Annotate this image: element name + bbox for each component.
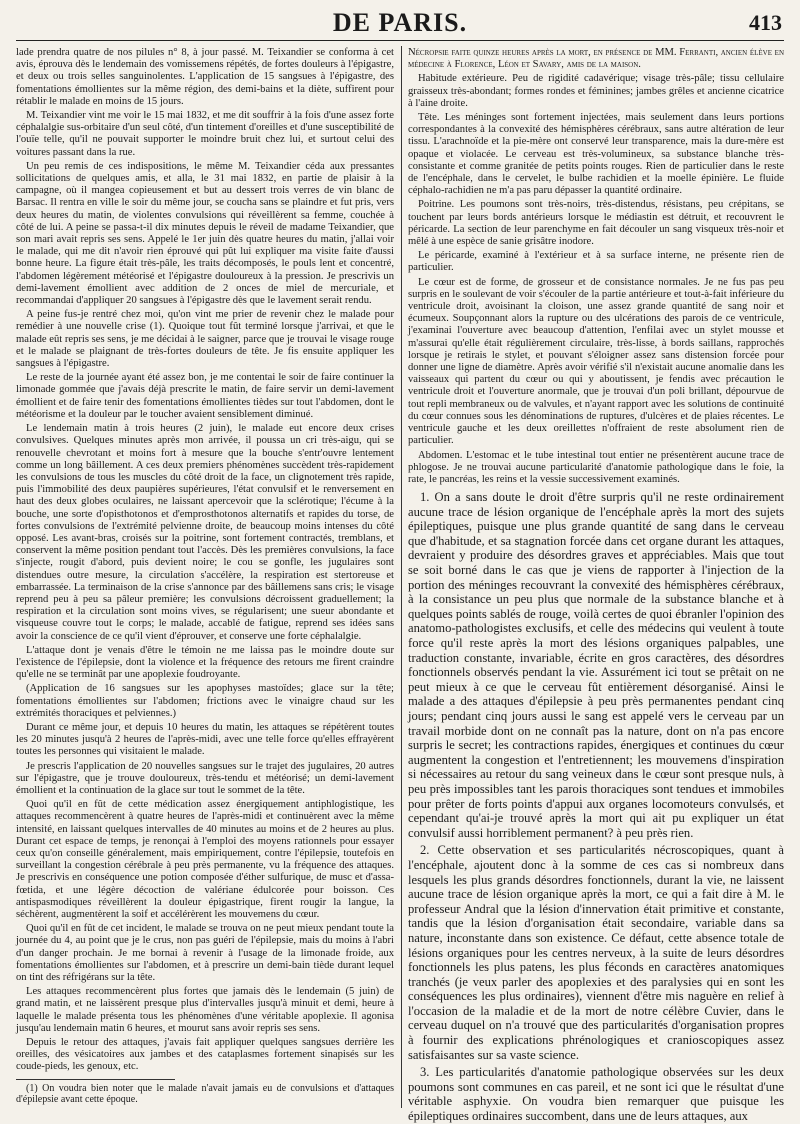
running-head: DE PARIS. <box>332 8 468 37</box>
paragraph: lade prendra quatre de nos pilules n° 8, à jour passé. M. Teixandier se conforma à cet avis, éprouva dès le lendemain des vomissemens répétés, de fortes douleurs à l'épigastre, et deux ou trois selles sanguinolentes. L'application de 15 sangsues à l'épigastre, des fomentations émollientes sur la même région, des demi-bains et la diète, suffirent pour rétablir le malade en moins de 15 jours. <box>16 47 394 107</box>
reflections-section <box>408 490 784 1124</box>
left-column <box>16 47 394 1105</box>
paragraph: 2. Cette observation et ses particularités nécroscopiques, quant à l'encéphale, ajoutent donc à la somme de ces cas si nombreux dans lesquels les plus grands désordres fonctionnels, durant la vie, ne laissent aucune trace de lésion organique après la mort, ce qui a fait dire à M. le professeur Andral que la lésion d'innervation était primitive et constante, tandis que la lésion d'organisation était secondaire, variable dans sa nature, inconstante dans son existence. Ce défaut, cette absence totale de lésions organiques pour les centres nerveux, à la suite de leurs désordres fonctionnels les plus patens, les plus féconds en caractères anatomiques tranchés (je veux parler des apoplexies et des paralysies qui en sont les conséquences les plus ordinaires), viennent d'être mis naguère en relief à l'occasion de la maladie et de la mort de notre célèbre Cuvier, dans le cerveau duquel on n'a trouvé que des particularités d'organisation propres à fournir des explications phrénologiques et cranioscopiques assez satisfaisantes sur sa vaste science. <box>408 843 784 1062</box>
paragraph: L'attaque dont je venais d'être le témoin ne me laissa pas le moindre doute sur l'existence de l'épilepsie, dont la violence et la fréquence des retours me firent craindre qu'elle ne se terminât par une apoplexie foudroyante. <box>16 644 394 681</box>
paragraph: Le reste de la journée ayant été assez bon, je me contentai le soir de faire continuer la limonade gommée que j'avais déjà prescrite le matin, de faire servir un demi-lavement émollient et de faire tenir des fomentations émollientes tièdes sur tout l'abdomen, dont le météorisme et la douleur par le toucher avaient sensiblement diminué. <box>16 372 394 420</box>
paragraph: Poitrine. Les poumons sont très-noirs, très-distendus, résistans, peu crépitans, se touchent par leurs bords antérieurs lorsque le médiastin est détruit, et recouvrent le péricarde. La section de leur parenchyme en fait découler un sang visqueux très-noir et mêlé à une espèce de sanie grisâtre inodore. <box>408 199 784 248</box>
paragraph: Le cœur est de forme, de grosseur et de consistance normales. Je ne fus pas peu surpris en le soulevant de voir s'écouler de la partie antérieure et tout-à-fait inférieure du ventricule droit, avoisinant la cloison, une assez grande quantité de sang noir et écumeux. Soupçonnant alors la rupture ou des ulcérations des parois de ce ventricule, j'examinai l'ouverture avec beaucoup d'attention, l'enfilai avec un stylet mousse et m'assurai qu'elle était régulièrement circulaire, très-lisse, à bords saillans, rapprochés lorsque je retirais le stylet, et pouvant s'éloigner assez sans distension forcée pour donner une ligne de diamètre. Après avoir vérifié s'il n'existait aucune anomalie dans les vaisseaux qui partent du cœur ou qui y aboutissent, je fendis avec précaution le ventricule droit et l'ouverture anormale, que je trouvai d'un poli brillant, dépourvue de tout repli membraneux ou de valvules, et n'ayant rapport avec les solutions de continuité du cœur connues sous les dénominations de ruptures, d'ulcères et de plaies récentes. Le ventricule gauche et les deux oreillettes n'offraient de reste absolument rien de particulier. <box>408 276 784 447</box>
right-column <box>408 47 784 1124</box>
page-number: 413 <box>749 10 782 35</box>
paragraph: Tête. Les méninges sont fortement injectées, mais seulement dans leurs portions correspondantes à la convexité des hémisphères cérébraux, sans autre altération de leur tissu. L'arachnoïde et la pie-mère ont conservé leur transparence, mais la dure-mère est opaque et violacée. Le cerveau est très-volumineux, sa substance blanche très-consistante et comme granitée de petits points rouges. Rien de particulier dans le reste de l'encéphale, dans le cervelet, le bulbe rachidien et la moelle épinière. Le fluide céphalo-rachidien ne m'a pas paru dépasser la quantité ordinaire. <box>408 112 784 197</box>
paragraph: Le péricarde, examiné à l'extérieur et à sa surface interne, ne présente rien de particulier. <box>408 250 784 274</box>
paragraph: Nécropsie faite quinze heures après la mort, en présence de MM. Ferranti, ancien élève en médecine à Florence, Léon et Savary, amis de la maison. <box>408 47 784 71</box>
paragraph: (Application de 16 sangsues sur les apophyses mastoïdes; glace sur la tête; fomentations émollientes sur l'abdomen; frictions avec le vinaigre chaud sur les extrémités thoraciques et pelviennes.) <box>16 683 394 719</box>
paragraph: 1. On a sans doute le droit d'être surpris qu'il ne reste ordinairement aucune trace de lésion organique de l'encéphale après la mort des sujets épileptiques, puisque une plus grande quantité de sang dans le cerveau que d'habitude, et sa stagnation forcée dans cet organe durant les attaques, devraient y produire des désordres graves et appréciables. Mais que tout se soit borné dans le cas que je viens de rapporter à l'injection de la portion des méninges recouvrant la convexité des hémisphères cérébraux, à la consistance un peu plus que normale de la substance blanche et à quelques points sablés de rouge, voilà certes de quoi ébranler l'opinion des anatomo-pathologistes exclusifs, et celle des médecins qui veulent à toute force qu'il reste après la mort des lésions organiques palpables, une traduction constante, invariable, écrite en gros caractères, des désordres fonctionnels observés pendant la vie. Assurément ici tout se prêtait on ne peut mieux à ce que le cerveau fût entièrement désorganisé. Ainsi le malade a des attaques d'épilepsie à peu près permanentes pendant cinq jours; pendant cinq jours aussi le sang est appelé vers le cerveau par un travail morbide dont on ne connaît pas la nature, dont on n'a pas encore surpris le secret; les contractions rapides, énergiques et continues du cœur augmentent la congestion et l'entretiennent; les mouvemens d'inspiration si nécessaires au retour du sang veineux dans le cœur sont presque nuls, à peu près impossibles tant les parois thoraciques sont tendues et immobiles pour prêter de forts points d'appui aux organes locomoteurs convulsés, et cependant qu'ai-je trouvé après la mort qui ait pu expliquer un état convulsif aussi horriblement permanent? à peu près rien. <box>408 490 784 840</box>
column-divider <box>401 46 402 1108</box>
paragraph: Depuis le retour des attaques, j'avais fait appliquer quelques sangsues derrière les oreilles, des vésicatoires aux jambes et des cataplasmes fortement sinapisés sur les coude-pieds, les genoux, etc. <box>16 1037 394 1073</box>
paragraph: Quoi qu'il en fût de cet incident, le malade se trouva on ne peut mieux pendant toute la journée du 4, au point que je le crus, non pas guéri de l'épilepsie, mais du moins à l'abri d'un danger prochain. Je me bornai à revenir à l'usage de la limonade froide, aux fomentations émollientes sur l'abdomen, et à prescrire un demi-bain tiède durant lequel on tint des réfrigérans sur la tête. <box>16 923 394 984</box>
paragraph: Le lendemain matin à trois heures (2 juin), le malade eut encore deux crises convulsives. Quelques minutes après mon arrivée, il poussa un cri très-aigu, qui se renouvelle chevrotant et moins fort à mesure que la bouche s'entr'ouvre lentement comme un long bâillement. A ces deux premiers phénomènes succèdent très-rapidement les convulsions de tous les muscles du côté droit de la face, un clignotement très rapide, puis l'immobilité des deux paupières supérieures, l'état convulsif et le renversement en haut des deux globes oculaires, ne laissant apercevoir que la sclérotique; l'écume à la bouche, une sorte d'opisthotonos et d'emprosthotonos alternatifs et rapides du torse, de fortes convulsions de l'extrémité pelvienne droite, de beaucoup moins intenses du côté opposé. Les avant-bras, croisés sur la poitrine, sont fortement contractés, tremblans, et conservent la même position pendant tout l'accès. Dès les premières convulsions, la face s'injecte, rougit d'abord, puis devient noire; le cou se gonfle, les jugulaires sont distendues outre mesure, la circulation s'accélère, la respiration est stertoreuse et embarrassée. La terminaison de la crise s'annonce par des bâillemens sans cris; le visage reprend peu à peu sa pâleur première; les convulsions décroissent graduellement; la respiration et la circulation sont moins vives, se régularisent; une sueur abondante et visqueuse couvre tout le corps; le malade, accablé de fatigue, reprend ses idées sans avoir la conscience de ce qu'il vient d'éprouver, et conserve une forte céphalalgie. <box>16 423 394 642</box>
paragraph: Durant ce même jour, et depuis 10 heures du matin, les attaques se répétèrent toutes les 20 minutes jusqu'à 2 heures de l'après-midi, avec une telle force qu'elles effrayèrent toutes les personnes qui visitaient le malade. <box>16 721 394 758</box>
footnote-rule <box>16 1079 175 1080</box>
paragraph: Abdomen. L'estomac et le tube intestinal tout entier ne présentèrent aucune trace de phlogose. Je ne trouvai aucune particularité d'anatomie pathologique dans le foie, la rate, le pancréas, les reins et la vessie successivement examinés. <box>408 449 784 485</box>
page-header <box>16 6 784 41</box>
paragraph: M. Teixandier vint me voir le 15 mai 1832, et me dit souffrir à la fois d'une assez forte céphalalgie sus-orbitaire d'un seul côté, d'un tintement d'oreilles et d'une susceptibilité de l'ouïe telle, qu'il ne pouvait supporter le moindre bruit chez lui, et surtout celui des voitures passant dans la rue. <box>16 110 394 158</box>
paragraph: Les attaques recommencèrent plus fortes que jamais dès le lendemain (5 juin) de grand matin, et ne laissèrent presque plus d'intervalles jusqu'à minuit et demi, heure à laquelle le malade présenta tous les phénomènes d'une véritable apoplexie. Il agonisa jusqu'au lendemain matin 6 heures, et mourut sans avoir repris ses sens. <box>16 986 394 1034</box>
paragraph: Habitude extérieure. Peu de rigidité cadavérique; visage très-pâle; tissu cellulaire graisseux très-abondant; formes rondes et féminines; jambes grêles et ancienne cicatrice à l'aine droite. <box>408 73 784 109</box>
paragraph: Un peu remis de ces indispositions, le même M. Teixandier céda aux pressantes sollicitations de quelques amis, et alla, le 31 mai 1832, en partie de plaisir à la campagne, où il mangea copieusement et but au dessert trois verres de vin blanc de Barsac. Il rentra en ville le soir du même jour, se coucha sans se plaindre et fut pris, vers deux heures du matin, de violentes convulsions qui réveillèrent sa femme, couchée à côté de lui. A peine se passa-t-il dix minutes depuis le réveil de madame Teixandier, que son mari avait repris ses sens. Appelé le 1er juin dès quatre heures du matin, j'allai voir le malade, qui me dit n'avoir rien éprouvé qui pût lui expliquer ma visite faite d'aussi bonne heure. La figure était très-pâle, les traits décomposés, le pouls lent et concentré, l'abdomen légèrement météorisé et l'épigastre douloureux à la pression. Je prescrivis un demi-lavement émollient avec addition de 2 onces de miel de mercuriale, et recommandai d'appliquer 20 sangsues à l'épigastre dès que le lavement serait rendu. <box>16 160 394 307</box>
paragraph: 3. Les particularités d'anatomie pathologique observées sur les deux poumons sont communes en cas pareil, et ne sont ici que le résultat d'une véritable asphyxie. On voudra bien remarquer que puisque les épileptiques ordinaires succombent, dans une de leurs attaques, aux <box>408 1065 784 1124</box>
footnote: (1) On voudra bien noter que le malade n'avait jamais eu de convulsions et d'attaques d'épilepsie avant cette époque. <box>16 1082 394 1106</box>
paragraph: A peine fus-je rentré chez moi, qu'on vint me prier de revenir chez le malade pour remédier à une nouvelle crise (1). Quoique tout fût terminé lorsque j'arrivai, et que le malade eût repris ses sens, je me décidai à le saigner, parce que je trouvai le visage rouge et le malade se plaignant de très-fortes douleurs de tête. Je fis ensuite appliquer les sangsues à l'épigastre. <box>16 309 394 370</box>
paragraph: Quoi qu'il en fût de cette médication assez énergiquement antiphlogistique, les attaques recommencèrent à quatre heures de l'après-midi et continuèrent avec la même intensité, en laissant quelques intervalles de 40 minutes au moins et de 2 heures au plus. Durant cet espace de temps, je renonçai à l'emploi des moyens rationnels pour essayer ceux qu'on conseille généralement, mais empiriquement, contre l'épilepsie, toutefois en surveillant la congestion cérébrale à peu près permanente, vu la fréquence des attaques. Je prescrivis en conséquence une potion composée d'éther sulfurique, de musc et d'assa-fœtida, et une légère décoction de valériane édulcorée pour boisson. Ces antispasmodiques réveillèrent la douleur épigastrique, firent rougir la langue, la séchèrent, augmentèrent la soif et accélérèrent les mouvemens du cœur. <box>16 799 394 921</box>
paragraph: Je prescris l'application de 20 nouvelles sangsues sur le trajet des jugulaires, 20 autres sur l'épigastre, que je trouve douloureux, très-tendu et météorisé; un demi-lavement émollient et la continuation de la glace sur tout le sommet de la tête. <box>16 760 394 796</box>
